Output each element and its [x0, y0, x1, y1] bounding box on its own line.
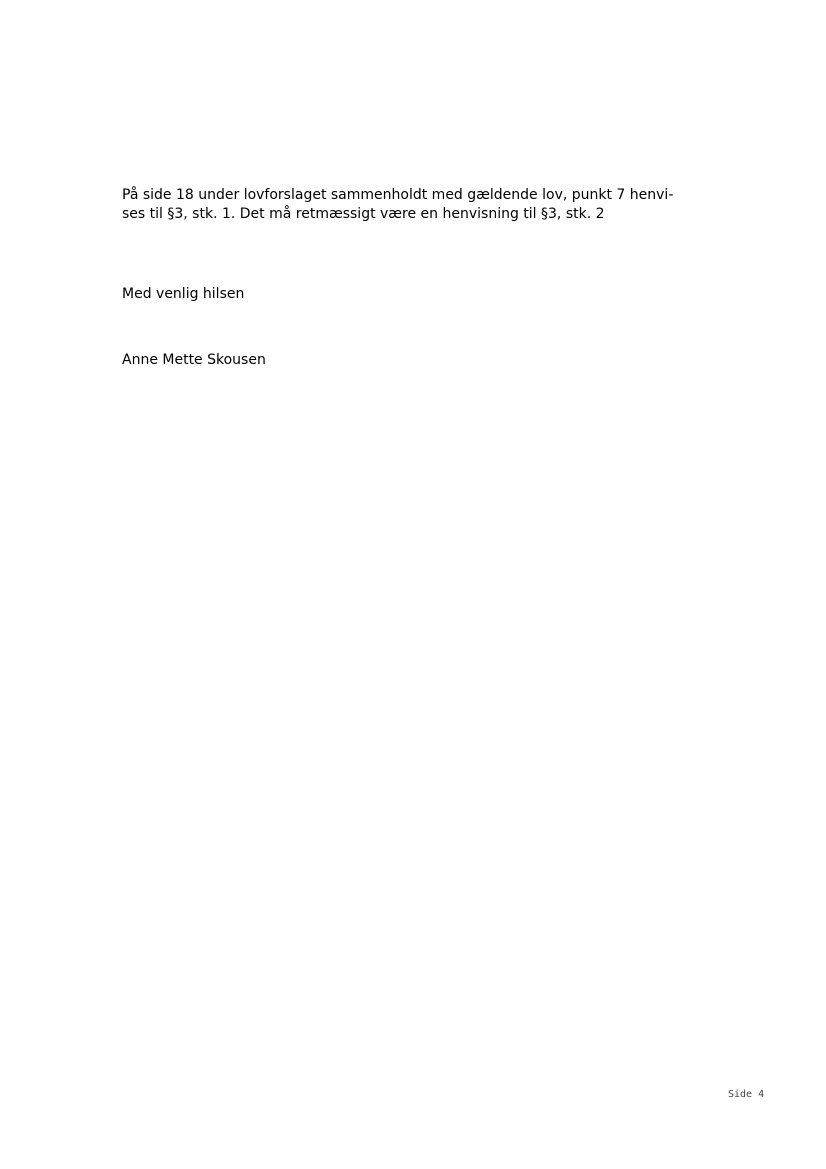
paragraph-line: ses til §3, stk. 1. Det må retmæssigt være en henvisning til §3, stk. 2: [122, 206, 605, 222]
page-number: Side 4: [728, 1089, 765, 1100]
paragraph-line: På side 18 under lovforslaget sammenholdt med gældende lov, punkt 7 henvi-: [122, 187, 674, 203]
signature-name: Anne Mette Skousen: [122, 352, 266, 368]
body-paragraph: [122, 186, 702, 224]
closing-greeting: Med venlig hilsen: [122, 286, 245, 302]
